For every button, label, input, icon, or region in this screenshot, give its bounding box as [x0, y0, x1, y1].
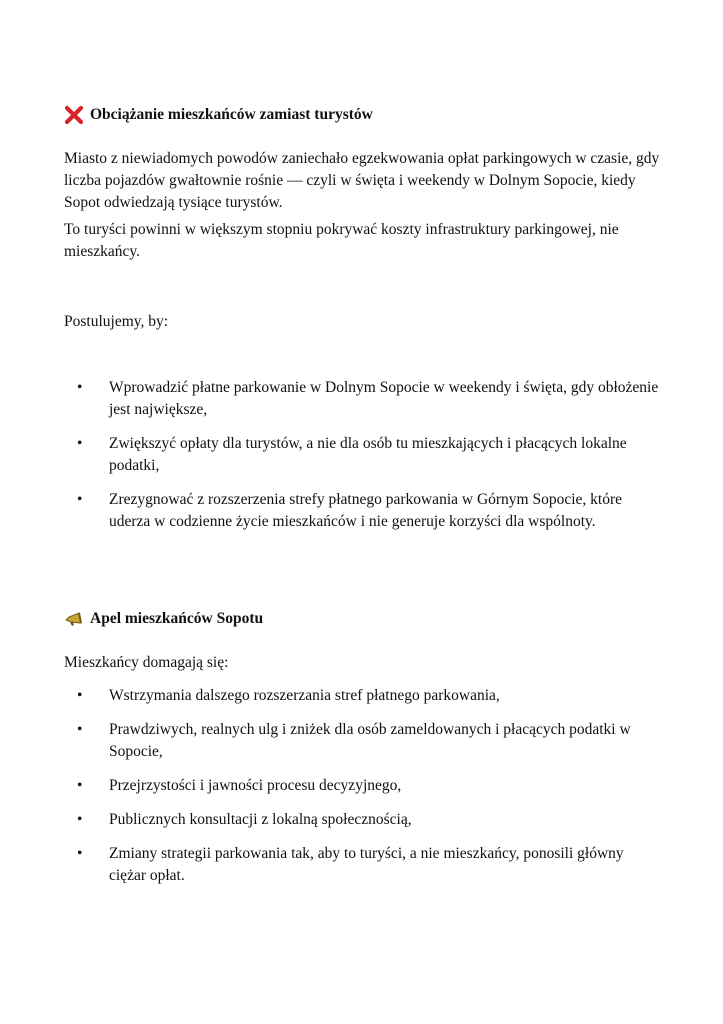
section-1-lead: Postulujemy, by:: [64, 313, 169, 330]
list-item-text: Zmiany strategii parkowania tak, aby to turyści, a nie mieszkańcy, ponosili główny ciężar opłat.: [109, 845, 624, 884]
list-item: [64, 809, 664, 831]
bullet-dot: •: [77, 845, 83, 862]
section-1-heading: [64, 104, 664, 126]
bullet-dot: •: [77, 721, 83, 738]
bullet-dot: •: [77, 811, 83, 828]
list-item-text: Wprowadzić płatne parkowanie w Dolnym Sopocie w weekendy i święta, gdy obłożenie jest największe,: [109, 379, 659, 418]
list-item: [64, 843, 664, 887]
bullet-dot: •: [77, 687, 83, 704]
section-1-paragraph-2: To turyści powinni w większym stopniu pokrywać koszty infrastruktury parkingowej, nie mieszkańcy.: [64, 221, 619, 260]
list-item: [64, 433, 664, 477]
section-1-heading-text: Obciążanie mieszkańców zamiast turystów: [90, 106, 373, 123]
megaphone-icon: [64, 609, 84, 629]
list-item: [64, 377, 664, 421]
section-1-bullet-list: [64, 377, 664, 533]
list-item: [64, 719, 664, 763]
section-1-paragraph-1: Miasto z niewiadomych powodów zaniechało egzekwowania opłat parkingowych w czasie, gdy liczba pojazdów gwałtownie rośnie — czyli w święta i weekendy w Dolnym Sopocie, kiedy Sopot odwiedzają tysiące turystów.: [64, 150, 660, 211]
list-item-text: Przejrzystości i jawności procesu decyzyjnego,: [109, 777, 402, 794]
bullet-dot: •: [77, 491, 83, 508]
list-item: [64, 775, 664, 797]
section-2-lead: Mieszkańcy domagają się:: [64, 654, 229, 671]
red-cross-mark-icon: [64, 105, 84, 125]
list-item-text: Prawdziwych, realnych ulg i zniżek dla osób zameldowanych i płacących podatki w Sopocie,: [109, 721, 631, 760]
bullet-dot: •: [77, 435, 83, 452]
bullet-dot: •: [77, 379, 83, 396]
section-2-heading-text: Apel mieszkańców Sopotu: [90, 610, 264, 627]
list-item-text: Zwiększyć opłaty dla turystów, a nie dla osób tu mieszkających i płacących lokalne podatki,: [109, 435, 627, 474]
section-2-heading: [64, 608, 664, 630]
list-item-text: Wstrzymania dalszego rozszerzania stref płatnego parkowania,: [109, 687, 500, 704]
bullet-dot: •: [77, 777, 83, 794]
list-item: [64, 685, 664, 707]
list-item-text: Zrezygnować z rozszerzenia strefy płatnego parkowania w Górnym Sopocie, które uderza w codzienne życie mieszkańców i nie generuje korzyści dla wspólnoty.: [109, 491, 623, 530]
list-item-text: Publicznych konsultacji z lokalną społecznością,: [109, 811, 412, 828]
list-item: [64, 489, 664, 533]
section-2-bullet-list: [64, 685, 664, 887]
